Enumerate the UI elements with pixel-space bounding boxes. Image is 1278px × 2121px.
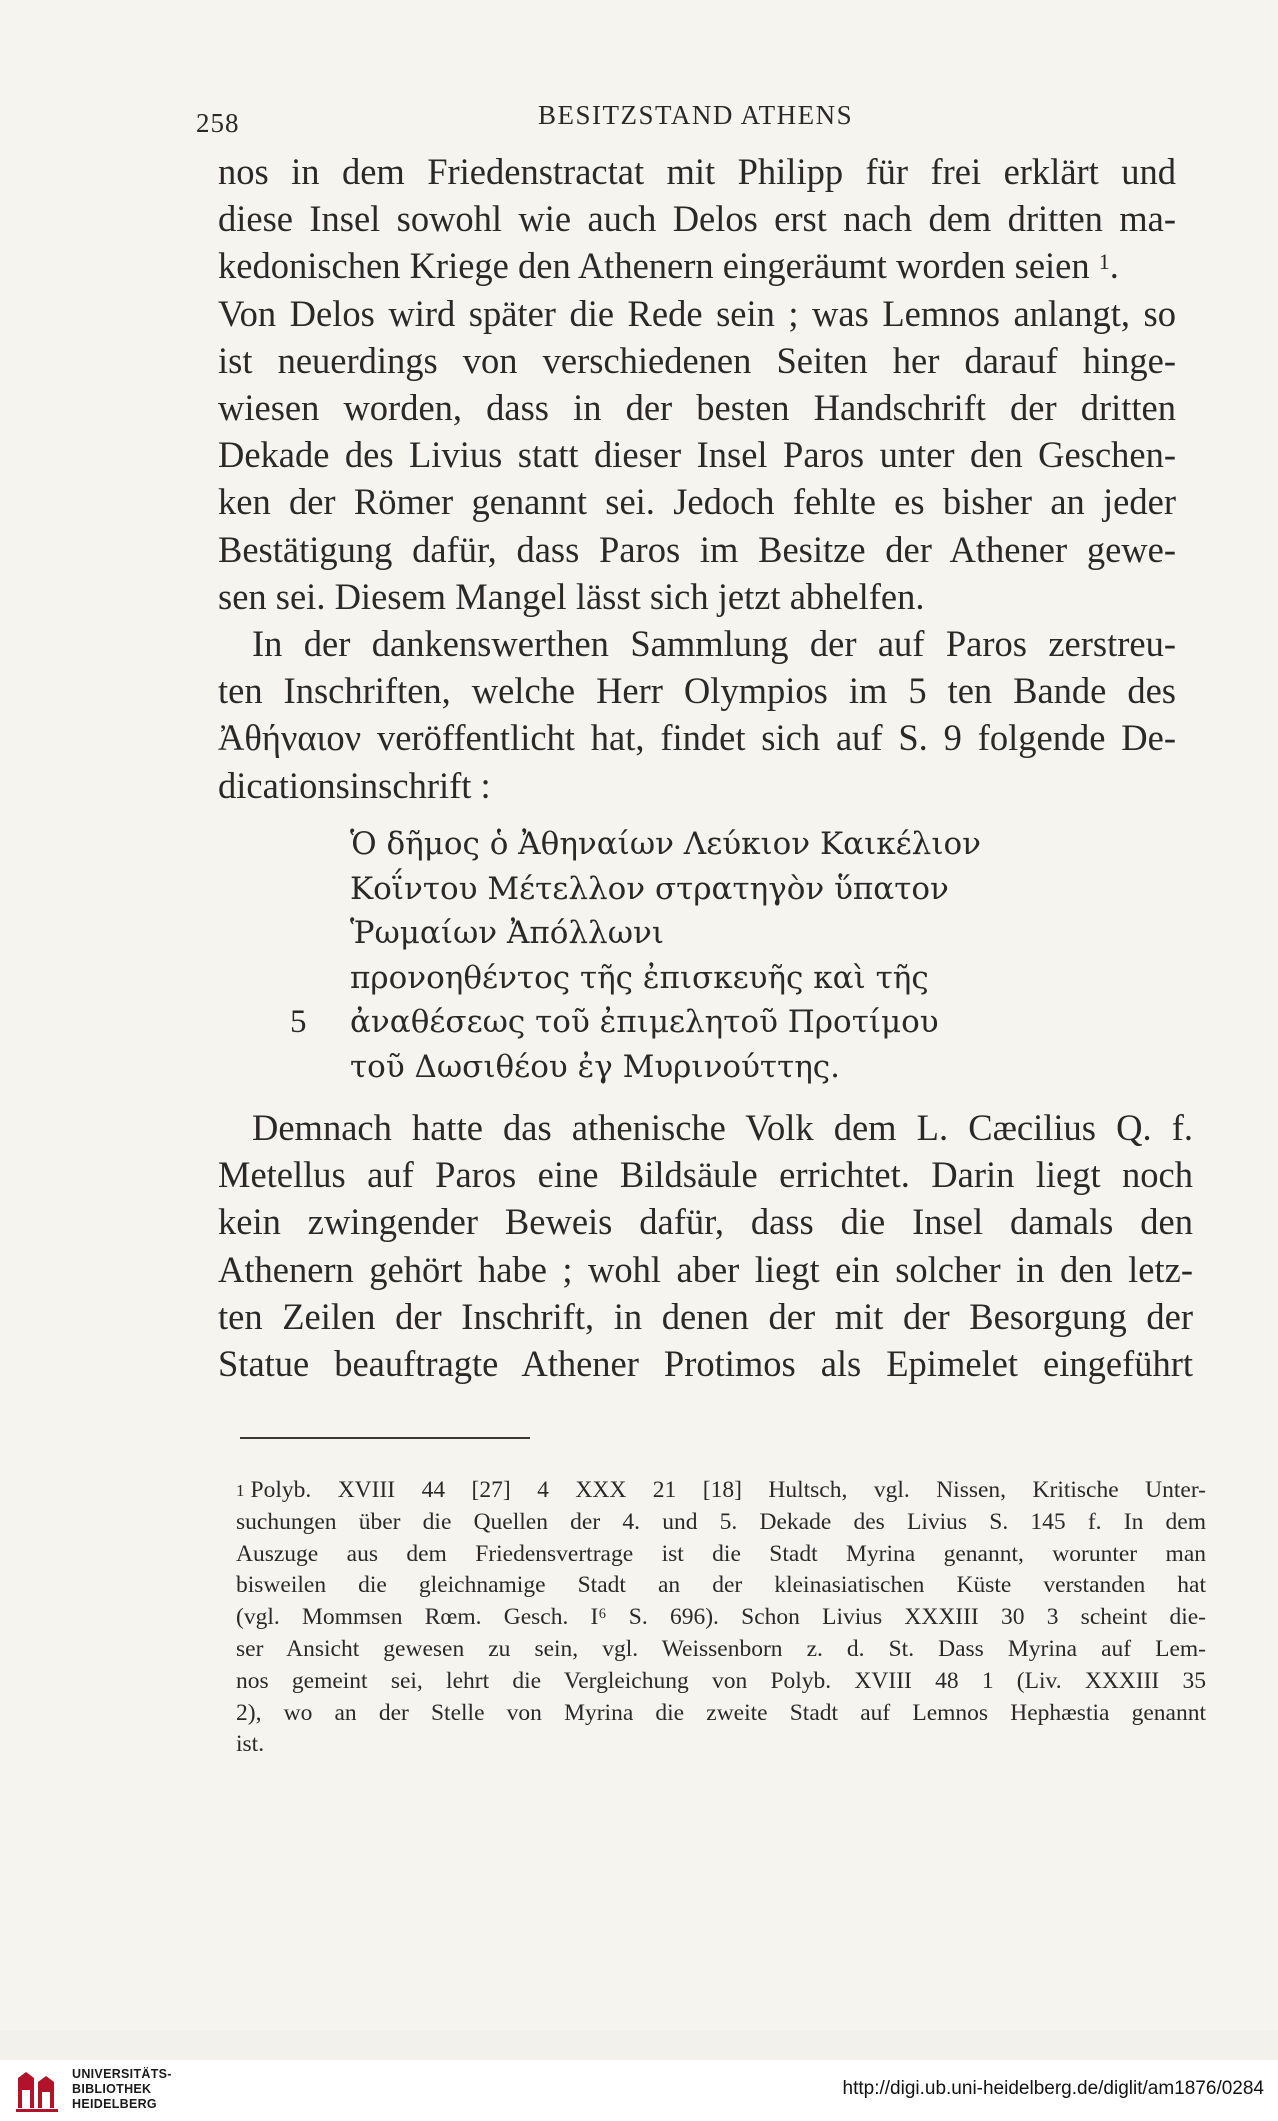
footnote-number: 1 (236, 1481, 245, 1500)
footnote-line: bisweilen die gleichnamige Stadt an der kleinasiatischen Küste verstanden hat (236, 1572, 1206, 1599)
text-line-with-footnote (218, 242, 1176, 289)
footnote (236, 1475, 1206, 1761)
footnote-line: 2), wo an der Stelle von Myrina die zweite Stadt auf Lemnos Hephæstia genannt (236, 1699, 1206, 1726)
text-line: kein zwingender Beweis dafür, dass die Insel damals den (218, 1201, 1193, 1243)
library-name-line: UNIVERSITÄTS- (72, 2067, 172, 2081)
inscription-text: ἀναθέσεως τοῦ ἐπιμελητοῦ Προτίμου (350, 1004, 939, 1041)
text-line: ist neuerdings von verschiedenen Seiten her darauf hinge- (218, 339, 1176, 381)
viewer-footer (0, 2060, 1278, 2121)
inscription-line (290, 1045, 990, 1090)
text-line: Demnach hatte das athenische Volk dem L. Cæcilius Q. f. (252, 1107, 1193, 1148)
text-line: Bestätigung dafür, dass Paros im Besitze der Athener gewe- (218, 528, 1176, 570)
inscription-line (290, 867, 990, 912)
footnote-line: ser Ansicht gewesen zu sein, vgl. Weissenborn z. d. St. Dass Myrina auf Lem- (236, 1635, 1206, 1662)
footnote-separator (240, 1437, 530, 1439)
inscription-text: τοῦ Δωσιθέου ἐγ Μυρινούττης. (350, 1048, 841, 1085)
text-line: dicationsinschrift : (218, 764, 491, 806)
page-header (196, 100, 1176, 140)
text-line: Dekade des Livius statt dieser Insel Paros unter den Geschen- (218, 434, 1176, 476)
footnote-line (236, 1475, 1206, 1507)
text-line: Statue beauftragte Athener Protimos als Epimelet eingeführt (218, 1343, 1193, 1385)
inscription-text: Κοΐντου Μέτελλον στρατηγὸν ὕπατον (350, 870, 949, 907)
library-name-line: BIBLIOTHEK (72, 2082, 152, 2096)
footnote-line: Auszuge aus dem Friedensvertrage ist die Stadt Myrina genannt, worunter man (236, 1540, 1206, 1567)
page-number: 258 (196, 108, 240, 138)
inscription-text: Ὁ δῆμος ὁ Ἀθηναίων Λεύκιον Καικέλιον (350, 826, 981, 862)
footnote-line: (vgl. Mommsen Rœm. Gesch. I⁶ S. 696). Schon Livius XXXIII 30 3 scheint die- (236, 1604, 1206, 1631)
footnote-reference-punct: . (1109, 245, 1119, 287)
source-url-link[interactable]: http://digi.ub.uni-heidelberg.de/diglit/am1876/0284 (842, 2078, 1264, 2099)
inscription-line (290, 956, 990, 1001)
inscription-text: Ῥωμαίων Ἀπόλλωνι (350, 915, 664, 952)
library-name-line: HEIDELBERG (72, 2097, 157, 2111)
main-text (218, 148, 1176, 809)
text-line: Von Delos wird später die Rede sein ; was Lemnos anlangt, so (218, 292, 1176, 334)
text-line: ken der Römer genannt sei. Jedoch fehlte es bisher an jeder (218, 481, 1176, 523)
line-number-marker: 5 (290, 1004, 307, 1041)
text-line: In der dankenswerthen Sammlung der auf Paros zerstreu- (252, 623, 1176, 665)
inscription-line (290, 822, 990, 867)
main-text-continued (218, 1104, 1193, 1387)
university-library-logo-icon (12, 2068, 66, 2114)
text-line: ten Zeilen der Inschrift, in denen der mit der Besorgung der (218, 1295, 1193, 1337)
greek-inscription (290, 822, 990, 1090)
text-line: wiesen worden, dass in der besten Handschrift der dritten (218, 387, 1176, 429)
text-line: Metellus auf Paros eine Bildsäule errichtet. Darin liegt noch (218, 1154, 1193, 1196)
running-head: BESITZSTAND ATHENS (538, 100, 854, 130)
inscription-line (290, 1000, 990, 1045)
text-line: kedonischen Kriege den Athenern eingeräumt worden seien (218, 245, 1090, 287)
text-line: ten Inschriften, welche Herr Olympios im 5 ten Bande des (218, 670, 1176, 712)
footnote-line: suchungen über die Quellen der 4. und 5. Dekade des Livius S. 145 f. In dem (236, 1508, 1206, 1535)
footnote-reference: 1 (1098, 249, 1110, 275)
inscription-text: προνοηθέντος τῆς ἐπισκευῆς καὶ τῆς (350, 959, 929, 996)
text-line: sen sei. Diesem Mangel lässt sich jetzt abhelfen. (218, 575, 925, 617)
library-name (72, 2067, 172, 2112)
text-line: nos in dem Friedenstractat mit Philipp für frei erklärt und (218, 151, 1176, 192)
text-line: Athenern gehört habe ; wohl aber liegt ein solcher in den letz- (218, 1248, 1193, 1290)
footnote-line: nos gemeint sei, lehrt die Vergleichung von Polyb. XVIII 48 1 (Liv. XXXIII 35 (236, 1667, 1206, 1694)
footnote-line: ist. (236, 1731, 265, 1758)
text-line: Ἀθήναιον veröffentlicht hat, findet sich auf S. 9 folgende De- (218, 717, 1176, 759)
inscription-line (290, 911, 990, 956)
text-line: diese Insel sowohl wie auch Delos erst nach dem dritten ma- (218, 198, 1176, 240)
footnote-text: Polyb. XVIII 44 [27] 4 XXX 21 [18] Hultsch, vgl. Nissen, Kritische Unter- (250, 1477, 1206, 1503)
